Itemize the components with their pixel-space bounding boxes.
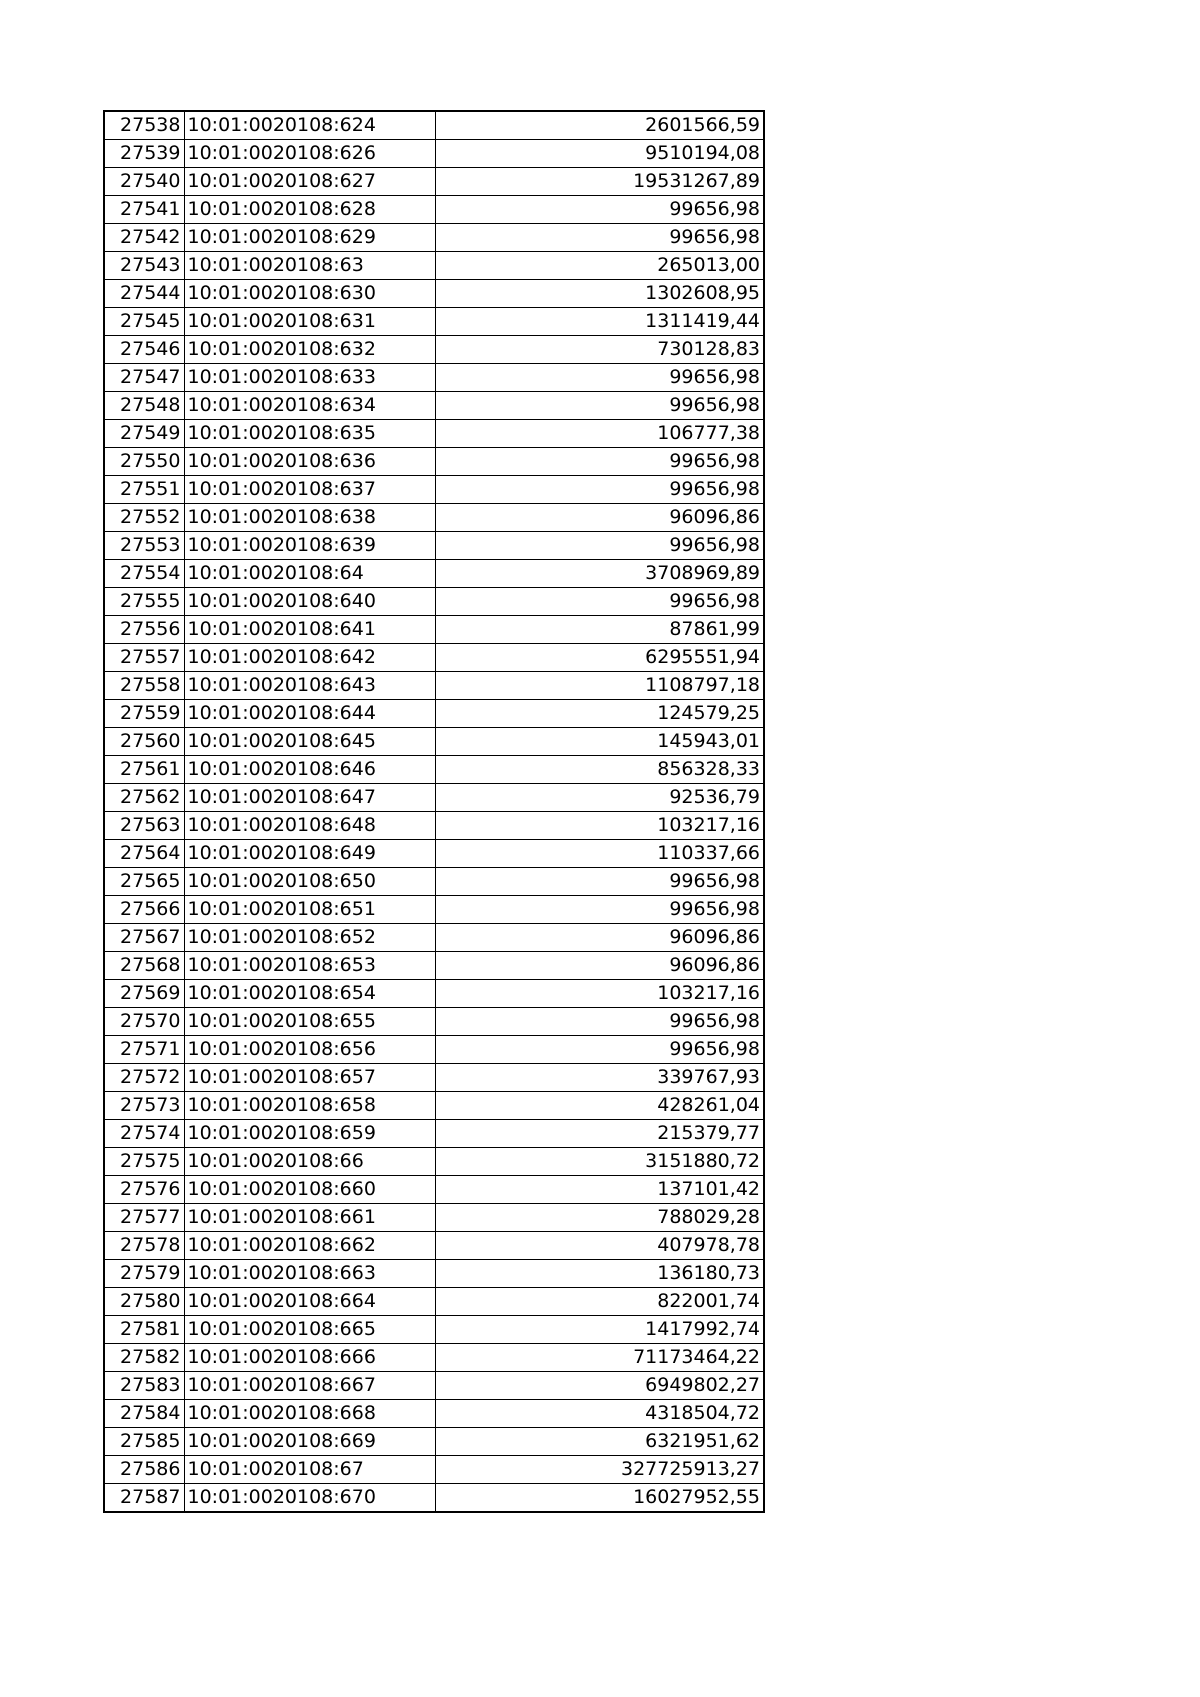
table-row xyxy=(104,448,764,476)
cadastral-number-cell: 10:01:0020108:634 xyxy=(184,392,435,420)
value-cell: 4318504,72 xyxy=(435,1400,764,1428)
row-number-cell: 27566 xyxy=(104,896,184,924)
value-cell: 99656,98 xyxy=(435,196,764,224)
value-cell: 19531267,89 xyxy=(435,168,764,196)
value-cell: 1302608,95 xyxy=(435,280,764,308)
table-row xyxy=(104,1456,764,1484)
value-cell: 103217,16 xyxy=(435,980,764,1008)
cadastral-number-cell: 10:01:0020108:659 xyxy=(184,1120,435,1148)
cadastral-number-cell: 10:01:0020108:628 xyxy=(184,196,435,224)
table-row xyxy=(104,1204,764,1232)
row-number-cell: 27540 xyxy=(104,168,184,196)
cadastre-table xyxy=(103,110,765,1513)
value-cell: 407978,78 xyxy=(435,1232,764,1260)
table-row xyxy=(104,392,764,420)
value-cell: 99656,98 xyxy=(435,364,764,392)
row-number-cell: 27586 xyxy=(104,1456,184,1484)
row-number-cell: 27564 xyxy=(104,840,184,868)
value-cell: 99656,98 xyxy=(435,896,764,924)
row-number-cell: 27544 xyxy=(104,280,184,308)
row-number-cell: 27548 xyxy=(104,392,184,420)
value-cell: 99656,98 xyxy=(435,448,764,476)
row-number-cell: 27573 xyxy=(104,1092,184,1120)
cadastral-number-cell: 10:01:0020108:661 xyxy=(184,1204,435,1232)
cadastral-number-cell: 10:01:0020108:67 xyxy=(184,1456,435,1484)
cadastral-number-cell: 10:01:0020108:648 xyxy=(184,812,435,840)
row-number-cell: 27583 xyxy=(104,1372,184,1400)
row-number-cell: 27541 xyxy=(104,196,184,224)
cadastral-number-cell: 10:01:0020108:624 xyxy=(184,111,435,140)
row-number-cell: 27556 xyxy=(104,616,184,644)
value-cell: 110337,66 xyxy=(435,840,764,868)
cadastral-number-cell: 10:01:0020108:653 xyxy=(184,952,435,980)
row-number-cell: 27577 xyxy=(104,1204,184,1232)
cadastral-number-cell: 10:01:0020108:645 xyxy=(184,728,435,756)
table-row xyxy=(104,672,764,700)
table-row xyxy=(104,980,764,1008)
value-cell: 9510194,08 xyxy=(435,140,764,168)
cadastral-number-cell: 10:01:0020108:658 xyxy=(184,1092,435,1120)
value-cell: 96096,86 xyxy=(435,924,764,952)
cadastral-number-cell: 10:01:0020108:627 xyxy=(184,168,435,196)
table-row xyxy=(104,1232,764,1260)
table-row xyxy=(104,1120,764,1148)
table-row xyxy=(104,1484,764,1513)
table-row xyxy=(104,868,764,896)
row-number-cell: 27571 xyxy=(104,1036,184,1064)
cadastral-number-cell: 10:01:0020108:630 xyxy=(184,280,435,308)
table-row xyxy=(104,952,764,980)
cadastral-number-cell: 10:01:0020108:651 xyxy=(184,896,435,924)
cadastral-number-cell: 10:01:0020108:654 xyxy=(184,980,435,1008)
table-row xyxy=(104,532,764,560)
cadastral-number-cell: 10:01:0020108:637 xyxy=(184,476,435,504)
value-cell: 103217,16 xyxy=(435,812,764,840)
value-cell: 96096,86 xyxy=(435,504,764,532)
value-cell: 3708969,89 xyxy=(435,560,764,588)
cadastral-number-cell: 10:01:0020108:656 xyxy=(184,1036,435,1064)
row-number-cell: 27572 xyxy=(104,1064,184,1092)
cadastral-number-cell: 10:01:0020108:643 xyxy=(184,672,435,700)
table-row xyxy=(104,252,764,280)
value-cell: 730128,83 xyxy=(435,336,764,364)
row-number-cell: 27580 xyxy=(104,1288,184,1316)
table-row xyxy=(104,1400,764,1428)
cadastral-number-cell: 10:01:0020108:639 xyxy=(184,532,435,560)
cadastral-number-cell: 10:01:0020108:670 xyxy=(184,1484,435,1513)
row-number-cell: 27551 xyxy=(104,476,184,504)
table-row xyxy=(104,812,764,840)
table-row xyxy=(104,476,764,504)
value-cell: 71173464,22 xyxy=(435,1344,764,1372)
table-row xyxy=(104,644,764,672)
value-cell: 856328,33 xyxy=(435,756,764,784)
cadastral-number-cell: 10:01:0020108:664 xyxy=(184,1288,435,1316)
value-cell: 6321951,62 xyxy=(435,1428,764,1456)
value-cell: 96096,86 xyxy=(435,952,764,980)
cadastral-number-cell: 10:01:0020108:650 xyxy=(184,868,435,896)
cadastral-number-cell: 10:01:0020108:667 xyxy=(184,1372,435,1400)
table-row xyxy=(104,420,764,448)
table-row xyxy=(104,924,764,952)
value-cell: 1108797,18 xyxy=(435,672,764,700)
value-cell: 6949802,27 xyxy=(435,1372,764,1400)
value-cell: 137101,42 xyxy=(435,1176,764,1204)
row-number-cell: 27576 xyxy=(104,1176,184,1204)
table-row xyxy=(104,308,764,336)
table-row xyxy=(104,1288,764,1316)
value-cell: 99656,98 xyxy=(435,476,764,504)
cadastral-number-cell: 10:01:0020108:663 xyxy=(184,1260,435,1288)
cadastral-number-cell: 10:01:0020108:662 xyxy=(184,1232,435,1260)
table-row xyxy=(104,1036,764,1064)
value-cell: 99656,98 xyxy=(435,588,764,616)
row-number-cell: 27545 xyxy=(104,308,184,336)
value-cell: 92536,79 xyxy=(435,784,764,812)
cadastral-number-cell: 10:01:0020108:657 xyxy=(184,1064,435,1092)
value-cell: 6295551,94 xyxy=(435,644,764,672)
row-number-cell: 27554 xyxy=(104,560,184,588)
row-number-cell: 27550 xyxy=(104,448,184,476)
row-number-cell: 27575 xyxy=(104,1148,184,1176)
cadastral-number-cell: 10:01:0020108:66 xyxy=(184,1148,435,1176)
table-row xyxy=(104,700,764,728)
table-row xyxy=(104,364,764,392)
table-row xyxy=(104,616,764,644)
table-row xyxy=(104,224,764,252)
value-cell: 145943,01 xyxy=(435,728,764,756)
cadastral-number-cell: 10:01:0020108:642 xyxy=(184,644,435,672)
value-cell: 87861,99 xyxy=(435,616,764,644)
value-cell: 99656,98 xyxy=(435,224,764,252)
row-number-cell: 27542 xyxy=(104,224,184,252)
row-number-cell: 27559 xyxy=(104,700,184,728)
table-row xyxy=(104,140,764,168)
row-number-cell: 27560 xyxy=(104,728,184,756)
cadastral-number-cell: 10:01:0020108:638 xyxy=(184,504,435,532)
row-number-cell: 27568 xyxy=(104,952,184,980)
cadastral-number-cell: 10:01:0020108:635 xyxy=(184,420,435,448)
row-number-cell: 27574 xyxy=(104,1120,184,1148)
value-cell: 339767,93 xyxy=(435,1064,764,1092)
value-cell: 124579,25 xyxy=(435,700,764,728)
row-number-cell: 27587 xyxy=(104,1484,184,1513)
table-row xyxy=(104,336,764,364)
table-row xyxy=(104,1344,764,1372)
value-cell: 215379,77 xyxy=(435,1120,764,1148)
cadastral-number-cell: 10:01:0020108:655 xyxy=(184,1008,435,1036)
table-row xyxy=(104,1064,764,1092)
row-number-cell: 27581 xyxy=(104,1316,184,1344)
row-number-cell: 27558 xyxy=(104,672,184,700)
table-row xyxy=(104,168,764,196)
value-cell: 99656,98 xyxy=(435,1036,764,1064)
row-number-cell: 27570 xyxy=(104,1008,184,1036)
value-cell: 2601566,59 xyxy=(435,111,764,140)
row-number-cell: 27562 xyxy=(104,784,184,812)
row-number-cell: 27561 xyxy=(104,756,184,784)
table-row xyxy=(104,1148,764,1176)
row-number-cell: 27565 xyxy=(104,868,184,896)
cadastral-number-cell: 10:01:0020108:649 xyxy=(184,840,435,868)
cadastral-number-cell: 10:01:0020108:666 xyxy=(184,1344,435,1372)
cadastral-number-cell: 10:01:0020108:660 xyxy=(184,1176,435,1204)
cadastral-number-cell: 10:01:0020108:63 xyxy=(184,252,435,280)
value-cell: 99656,98 xyxy=(435,868,764,896)
table-body xyxy=(104,111,764,1512)
row-number-cell: 27582 xyxy=(104,1344,184,1372)
value-cell: 106777,38 xyxy=(435,420,764,448)
row-number-cell: 27569 xyxy=(104,980,184,1008)
cadastral-number-cell: 10:01:0020108:626 xyxy=(184,140,435,168)
row-number-cell: 27538 xyxy=(104,111,184,140)
value-cell: 428261,04 xyxy=(435,1092,764,1120)
value-cell: 3151880,72 xyxy=(435,1148,764,1176)
table-row xyxy=(104,504,764,532)
cadastral-number-cell: 10:01:0020108:665 xyxy=(184,1316,435,1344)
table-row xyxy=(104,728,764,756)
cadastral-number-cell: 10:01:0020108:668 xyxy=(184,1400,435,1428)
row-number-cell: 27539 xyxy=(104,140,184,168)
row-number-cell: 27579 xyxy=(104,1260,184,1288)
value-cell: 99656,98 xyxy=(435,532,764,560)
cadastral-number-cell: 10:01:0020108:632 xyxy=(184,336,435,364)
cadastral-number-cell: 10:01:0020108:636 xyxy=(184,448,435,476)
cadastral-number-cell: 10:01:0020108:633 xyxy=(184,364,435,392)
table-row xyxy=(104,1316,764,1344)
table-row xyxy=(104,840,764,868)
row-number-cell: 27543 xyxy=(104,252,184,280)
table-row xyxy=(104,111,764,140)
cadastral-number-cell: 10:01:0020108:631 xyxy=(184,308,435,336)
row-number-cell: 27552 xyxy=(104,504,184,532)
table-row xyxy=(104,1008,764,1036)
table-row xyxy=(104,896,764,924)
row-number-cell: 27584 xyxy=(104,1400,184,1428)
table-row xyxy=(104,1092,764,1120)
table-row xyxy=(104,280,764,308)
row-number-cell: 27563 xyxy=(104,812,184,840)
cadastral-number-cell: 10:01:0020108:644 xyxy=(184,700,435,728)
table-row xyxy=(104,588,764,616)
row-number-cell: 27547 xyxy=(104,364,184,392)
row-number-cell: 27549 xyxy=(104,420,184,448)
cadastral-number-cell: 10:01:0020108:641 xyxy=(184,616,435,644)
table-row xyxy=(104,196,764,224)
cadastral-number-cell: 10:01:0020108:646 xyxy=(184,756,435,784)
value-cell: 1311419,44 xyxy=(435,308,764,336)
cadastral-number-cell: 10:01:0020108:640 xyxy=(184,588,435,616)
value-cell: 136180,73 xyxy=(435,1260,764,1288)
table-row xyxy=(104,560,764,588)
value-cell: 16027952,55 xyxy=(435,1484,764,1513)
table-row xyxy=(104,1428,764,1456)
row-number-cell: 27557 xyxy=(104,644,184,672)
table-row xyxy=(104,784,764,812)
value-cell: 1417992,74 xyxy=(435,1316,764,1344)
row-number-cell: 27567 xyxy=(104,924,184,952)
table-row xyxy=(104,1260,764,1288)
value-cell: 788029,28 xyxy=(435,1204,764,1232)
table-row xyxy=(104,1372,764,1400)
row-number-cell: 27553 xyxy=(104,532,184,560)
cadastral-number-cell: 10:01:0020108:629 xyxy=(184,224,435,252)
cadastral-number-cell: 10:01:0020108:64 xyxy=(184,560,435,588)
row-number-cell: 27555 xyxy=(104,588,184,616)
table-row xyxy=(104,1176,764,1204)
value-cell: 265013,00 xyxy=(435,252,764,280)
cadastral-number-cell: 10:01:0020108:669 xyxy=(184,1428,435,1456)
table-row xyxy=(104,756,764,784)
value-cell: 822001,74 xyxy=(435,1288,764,1316)
value-cell: 99656,98 xyxy=(435,1008,764,1036)
row-number-cell: 27546 xyxy=(104,336,184,364)
value-cell: 99656,98 xyxy=(435,392,764,420)
row-number-cell: 27578 xyxy=(104,1232,184,1260)
value-cell: 327725913,27 xyxy=(435,1456,764,1484)
row-number-cell: 27585 xyxy=(104,1428,184,1456)
cadastral-number-cell: 10:01:0020108:647 xyxy=(184,784,435,812)
cadastral-number-cell: 10:01:0020108:652 xyxy=(184,924,435,952)
